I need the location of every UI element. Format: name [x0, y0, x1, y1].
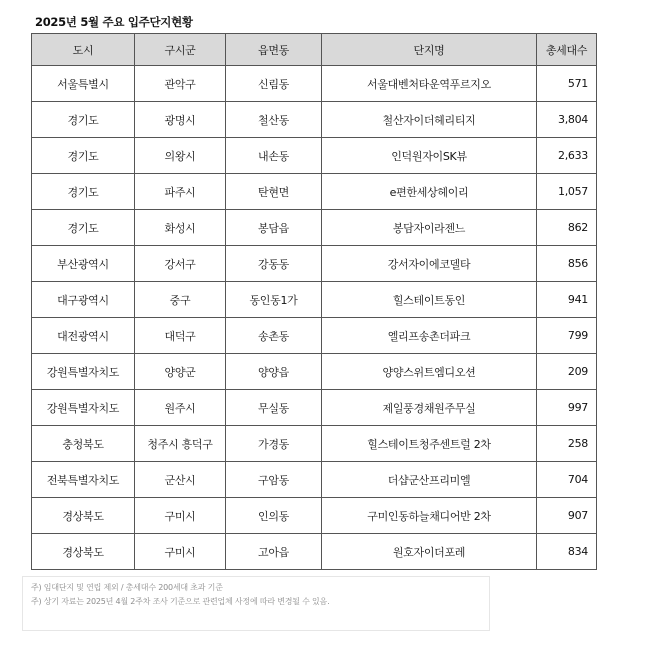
cell-city: 경상북도: [32, 534, 135, 570]
cell-households: 2,633: [537, 138, 597, 174]
cell-town: 내손동: [226, 138, 322, 174]
table-row: [32, 354, 597, 390]
cell-households: 258: [537, 426, 597, 462]
table-row: [32, 102, 597, 138]
cell-city: 서울특별시: [32, 66, 135, 102]
cell-households: 209: [537, 354, 597, 390]
cell-city: 부산광역시: [32, 246, 135, 282]
cell-complex: 양양스위트엠디오션: [322, 354, 537, 390]
cell-complex: 서울대벤처타운역푸르지오: [322, 66, 537, 102]
page-title: 2025년 5월 주요 입주단지현황: [35, 15, 193, 29]
table-row: [32, 426, 597, 462]
cell-city: 강원특별자치도: [32, 390, 135, 426]
cell-households: 997: [537, 390, 597, 426]
cell-town: 신림동: [226, 66, 322, 102]
cell-households: 704: [537, 462, 597, 498]
cell-district: 강서구: [135, 246, 226, 282]
cell-district: 청주시 흥덕구: [135, 426, 226, 462]
cell-district: 구미시: [135, 534, 226, 570]
cell-households: 907: [537, 498, 597, 534]
header-city: 도시: [32, 34, 135, 66]
cell-town: 동인동1가: [226, 282, 322, 318]
cell-city: 경상북도: [32, 498, 135, 534]
cell-city: 경기도: [32, 210, 135, 246]
cell-city: 강원특별자치도: [32, 354, 135, 390]
table-row: [32, 246, 597, 282]
table-row: [32, 462, 597, 498]
cell-town: 양양읍: [226, 354, 322, 390]
cell-households: 862: [537, 210, 597, 246]
table-row: [32, 390, 597, 426]
cell-complex: 더샵군산프리미엘: [322, 462, 537, 498]
table-row: [32, 498, 597, 534]
header-town: 읍면동: [226, 34, 322, 66]
cell-complex: 힐스테이트청주센트럴 2차: [322, 426, 537, 462]
cell-town: 무실동: [226, 390, 322, 426]
cell-complex: 힐스테이트동인: [322, 282, 537, 318]
cell-town: 구암동: [226, 462, 322, 498]
cell-district: 화성시: [135, 210, 226, 246]
cell-district: 광명시: [135, 102, 226, 138]
table-row: [32, 138, 597, 174]
cell-households: 1,057: [537, 174, 597, 210]
table-header-row: [32, 34, 597, 66]
cell-city: 전북특별자치도: [32, 462, 135, 498]
cell-district: 관악구: [135, 66, 226, 102]
cell-households: 941: [537, 282, 597, 318]
cell-town: 송촌동: [226, 318, 322, 354]
cell-city: 경기도: [32, 174, 135, 210]
table-body: [32, 66, 597, 570]
table-row: [32, 282, 597, 318]
cell-city: 대전광역시: [32, 318, 135, 354]
cell-town: 가경동: [226, 426, 322, 462]
cell-households: 571: [537, 66, 597, 102]
table-row: [32, 66, 597, 102]
footnote-box: [22, 576, 490, 631]
cell-complex: 제일풍경채원주무실: [322, 390, 537, 426]
table-row: [32, 534, 597, 570]
cell-city: 충청북도: [32, 426, 135, 462]
cell-district: 중구: [135, 282, 226, 318]
header-district: 구시군: [135, 34, 226, 66]
footnote: 주) 임대단지 및 연립 제외 / 총세대수 200세대 초과 기준: [31, 583, 223, 592]
header-households: 총세대수: [537, 34, 597, 66]
cell-district: 대덕구: [135, 318, 226, 354]
cell-complex: e편한세상헤이리: [322, 174, 537, 210]
cell-town: 철산동: [226, 102, 322, 138]
header-complex: 단지명: [322, 34, 537, 66]
cell-district: 의왕시: [135, 138, 226, 174]
cell-complex: 엘리프송촌더파크: [322, 318, 537, 354]
cell-complex: 인덕원자이SK뷰: [322, 138, 537, 174]
cell-complex: 봉담자이라젠느: [322, 210, 537, 246]
cell-town: 강동동: [226, 246, 322, 282]
cell-district: 양양군: [135, 354, 226, 390]
cell-households: 3,804: [537, 102, 597, 138]
table-row: [32, 318, 597, 354]
cell-households: 834: [537, 534, 597, 570]
cell-city: 경기도: [32, 102, 135, 138]
cell-town: 고아읍: [226, 534, 322, 570]
cell-town: 봉담읍: [226, 210, 322, 246]
cell-city: 대구광역시: [32, 282, 135, 318]
cell-complex: 원호자이더포레: [322, 534, 537, 570]
cell-district: 군산시: [135, 462, 226, 498]
cell-town: 인의동: [226, 498, 322, 534]
footnote: 주) 상기 자료는 2025년 4월 2주차 조사 기준으로 관련업체 사정에 따라 변경될 수 있음.: [31, 597, 330, 606]
cell-district: 구미시: [135, 498, 226, 534]
cell-district: 파주시: [135, 174, 226, 210]
move-in-table: [31, 33, 597, 570]
cell-complex: 강서자이에코델타: [322, 246, 537, 282]
cell-town: 탄현면: [226, 174, 322, 210]
cell-complex: 철산자이더헤리티지: [322, 102, 537, 138]
cell-city: 경기도: [32, 138, 135, 174]
table-row: [32, 174, 597, 210]
table-row: [32, 210, 597, 246]
cell-households: 856: [537, 246, 597, 282]
cell-households: 799: [537, 318, 597, 354]
cell-district: 원주시: [135, 390, 226, 426]
cell-complex: 구미인동하늘채디어반 2차: [322, 498, 537, 534]
